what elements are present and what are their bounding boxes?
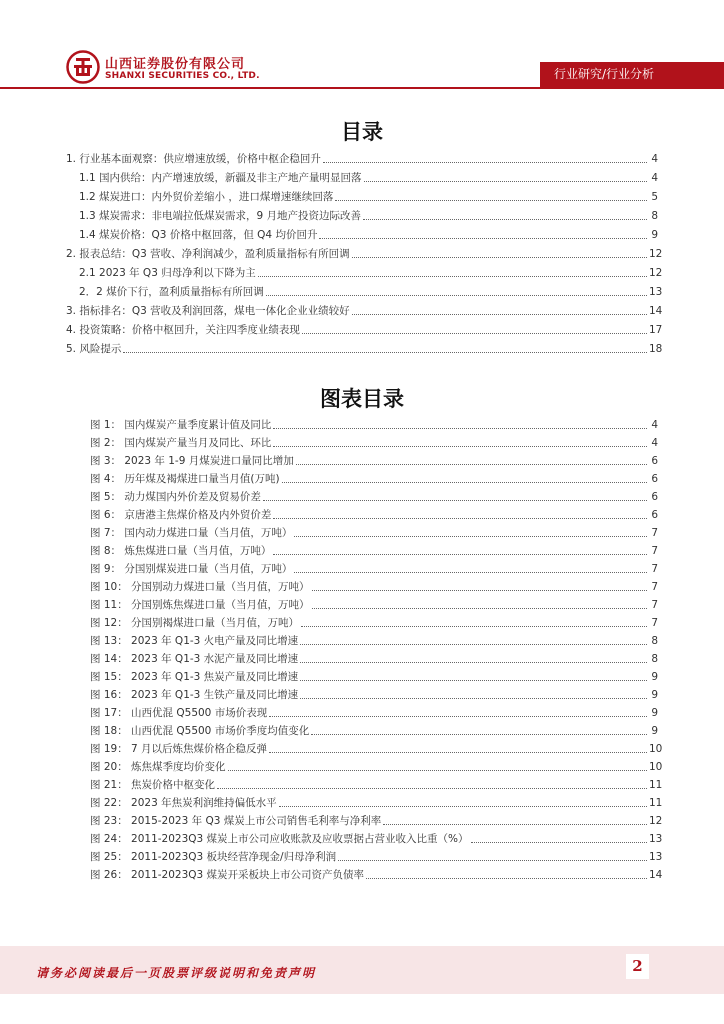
toc-item-label: 1. 行业基本面观察：供应增速放缓，价格中枢企稳回升 [66,153,321,165]
dot-leader [269,715,647,717]
figure-item-label: 图 8： 炼焦煤进口量（当月值，万吨） [90,545,272,557]
figure-item-page: 6 [651,491,658,503]
dot-leader [300,643,647,645]
toc-item-page: 8 [651,210,658,222]
toc-item[interactable] [66,300,663,318]
dot-leader [273,553,647,555]
toc-item-label: 1.4 煤炭价格：Q3 价格中枢回落，但 Q4 均价回升 [79,229,318,241]
figure-item-page: 7 [651,545,658,557]
figure-item[interactable] [90,468,658,486]
toc-item[interactable] [79,224,658,242]
figure-item-page: 9 [651,707,658,719]
toc-item[interactable] [79,186,658,204]
dot-leader [294,535,647,537]
dot-leader [300,697,647,699]
dot-leader [294,571,647,573]
dot-leader [269,751,647,753]
figure-item[interactable] [90,540,658,558]
toc-item-page: 4 [651,153,658,165]
figure-item-page: 6 [651,509,658,521]
figure-item-label: 图 4： 历年煤及褐煤进口量当月值(万吨) [90,473,280,485]
dot-leader [323,161,647,163]
dot-leader [123,351,647,353]
figure-item[interactable] [90,612,658,630]
dot-leader [312,607,647,609]
header-divider [0,87,724,89]
figure-item-label: 图 5： 动力煤国内外价差及贸易价差 [90,491,261,503]
figure-item[interactable] [90,828,663,846]
figure-item[interactable] [90,792,663,810]
figure-item-page: 6 [651,473,658,485]
figure-item[interactable] [90,504,658,522]
toc-item-page: 9 [651,229,658,241]
figure-item-label: 图 6： 京唐港主焦煤价格及内外贸价差 [90,509,272,521]
disclaimer-notice: 请务必阅读最后一页股票评级说明和免责声明 [36,966,317,980]
figure-item-label: 图 25： 2011-2023Q3 板块经营净现金/归母净利润 [90,851,337,863]
figure-item-label: 图 24： 2011-2023Q3 煤炭上市公司应收账款及应收票据占营业收入比重（%） [90,833,469,845]
figure-item-label: 图 10： 分国别动力煤进口量（当月值，万吨） [90,581,310,593]
figure-item[interactable] [90,558,658,576]
dot-leader [266,294,647,296]
figure-item-page: 9 [651,689,658,701]
dot-leader [279,805,647,807]
dot-leader [258,275,647,277]
dot-leader [311,733,647,735]
figure-item-label: 图 12： 分国别褐煤进口量（当月值，万吨） [90,617,300,629]
figure-item[interactable] [90,630,658,648]
toc-item-label: 3. 指标排名：Q3 营收及利润回落，煤电一体化企业业绩较好 [66,305,350,317]
figure-item-label: 图 17： 山西优混 Q5500 市场价表现 [90,707,268,719]
figure-item-label: 图 2： 国内煤炭产量当月及同比、环比 [90,437,272,449]
figure-item-page: 7 [651,599,658,611]
figure-item-label: 图 11： 分国别炼焦煤进口量（当月值，万吨） [90,599,310,611]
figure-item[interactable] [90,522,658,540]
figure-item-label: 图 9： 分国别煤炭进口量（当月值，万吨） [90,563,293,575]
figure-item-page: 12 [649,815,663,827]
dot-leader [273,427,647,429]
toc-item[interactable] [66,148,658,166]
toc-item-label: 2．2 煤价下行，盈利质量指标有所回调 [79,286,264,298]
figure-item-label: 图 14： 2023 年 Q1-3 水泥产量及同比增速 [90,653,299,665]
figure-item[interactable] [90,648,658,666]
dot-leader [273,445,647,447]
dot-leader [217,787,647,789]
figure-item[interactable] [90,576,658,594]
toc-item-label: 1.2 煤炭进口：内外贸价差缩小 ，进口煤增速继续回落 [79,191,334,203]
dot-leader [273,517,647,519]
figure-item-page: 10 [649,743,663,755]
dot-leader [471,841,647,843]
figure-item-page: 14 [649,869,663,881]
dot-leader [312,589,647,591]
toc-item-page: 17 [649,324,663,336]
dot-leader [263,499,647,501]
toc-item-label: 1.1 国内供给：内产增速放缓，新疆及非主产地产量明显回落 [79,172,362,184]
figure-item[interactable] [90,846,663,864]
figure-item-label: 图 21： 焦炭价格中枢变化 [90,779,216,791]
figure-item[interactable] [90,810,663,828]
figure-item-page: 6 [651,455,658,467]
figure-item-label: 图 19： 7 月以后炼焦煤价格企稳反弹 [90,743,268,755]
page-footer [0,946,724,994]
figure-item-page: 11 [649,779,663,791]
toc-item-page: 18 [649,343,663,355]
figures-title: 图表目录 [320,387,404,411]
dot-leader [364,180,647,182]
figure-item-label: 图 3： 2023 年 1-9 月煤炭进口量同比增加 [90,455,294,467]
toc-item-page: 5 [651,191,658,203]
figure-item-label: 图 23： 2015-2023 年 Q3 煤炭上市公司销售毛利率与净利率 [90,815,382,827]
report-category: 行业研究/行业分析 [540,62,724,87]
page-header [0,0,724,92]
dot-leader [302,332,647,334]
dot-leader [296,463,647,465]
figure-item-page: 4 [651,437,658,449]
toc-item[interactable] [66,338,663,356]
figure-item-page: 7 [651,527,658,539]
figure-item-page: 11 [649,797,663,809]
dot-leader [363,218,647,220]
toc-item-page: 12 [649,248,663,260]
figure-item-page: 8 [651,653,658,665]
toc-item-label: 1.3 煤炭需求：非电端拉低煤炭需求，9 月地产投资边际改善 [79,210,362,222]
toc-item[interactable] [66,319,663,337]
toc-item[interactable] [79,167,658,185]
figure-item-label: 图 7： 国内动力煤进口量（当月值，万吨） [90,527,293,539]
figure-item-label: 图 22： 2023 年焦炭利润维持偏低水平 [90,797,277,809]
figure-item-page: 9 [651,671,658,683]
dot-leader [352,313,647,315]
figure-item-page: 7 [651,617,658,629]
figure-item[interactable] [90,594,658,612]
toc-item-label: 5. 风险提示 [66,343,122,355]
figure-item-page: 8 [651,635,658,647]
figure-item[interactable] [90,666,658,684]
toc-item-label: 2. 报表总结：Q3 营收、净利润减少，盈利质量指标有所回调 [66,248,350,260]
toc-item-page: 4 [651,172,658,184]
figure-item-label: 图 15： 2023 年 Q1-3 焦炭产量及同比增速 [90,671,299,683]
dot-leader [282,481,647,483]
figure-item-label: 图 26： 2011-2023Q3 煤炭开采板块上市公司资产负债率 [90,869,365,881]
figure-item[interactable] [90,450,658,468]
figure-item[interactable] [90,702,658,720]
company-name-en: SHANXI SECURITIES CO., LTD. [105,71,260,81]
toc-item-label: 4. 投资策略：价格中枢回升，关注四季度业绩表现 [66,324,300,336]
dot-leader [301,625,647,627]
company-name-cn: 山西证券股份有限公司 [105,57,246,72]
figure-item[interactable] [90,756,663,774]
dot-leader [228,769,647,771]
toc-item[interactable] [79,262,663,280]
figure-item-page: 9 [651,725,658,737]
shanxi-securities-logo-icon [66,50,100,84]
toc-item-page: 13 [649,286,663,298]
figure-item-page: 13 [649,833,663,845]
dot-leader [319,237,647,239]
figure-item-label: 图 16： 2023 年 Q1-3 生铁产量及同比增速 [90,689,299,701]
dot-leader [338,859,647,861]
page-number: 2 [626,954,649,979]
figure-item-label: 图 1： 国内煤炭产量季度累计值及同比 [90,419,272,431]
toc-item-page: 14 [649,305,663,317]
figure-item[interactable] [90,684,658,702]
toc-item[interactable] [66,243,663,261]
figure-item[interactable] [90,414,658,432]
figure-item[interactable] [90,864,663,882]
toc-item-page: 12 [649,267,663,279]
toc-title: 目录 [341,120,383,144]
figure-item-label: 图 13： 2023 年 Q1-3 火电产量及同比增速 [90,635,299,647]
dot-leader [366,877,647,879]
dot-leader [383,823,647,825]
dot-leader [300,661,647,663]
dot-leader [352,256,647,258]
toc-item-label: 2.1 2023 年 Q3 归母净利以下降为主 [79,267,256,279]
figure-item-page: 7 [651,563,658,575]
toc-item[interactable] [79,205,658,223]
figure-item[interactable] [90,720,658,738]
figure-item[interactable] [90,774,663,792]
figure-item-label: 图 20： 炼焦煤季度均价变化 [90,761,226,773]
figure-item-page: 10 [649,761,663,773]
figure-item[interactable] [90,432,658,450]
dot-leader [335,199,647,201]
figure-item-page: 7 [651,581,658,593]
figure-item[interactable] [90,486,658,504]
toc-item[interactable] [79,281,663,299]
figure-item[interactable] [90,738,663,756]
figure-item-page: 4 [651,419,658,431]
dot-leader [300,679,647,681]
figure-item-page: 13 [649,851,663,863]
figure-item-label: 图 18： 山西优混 Q5500 市场价季度均值变化 [90,725,310,737]
